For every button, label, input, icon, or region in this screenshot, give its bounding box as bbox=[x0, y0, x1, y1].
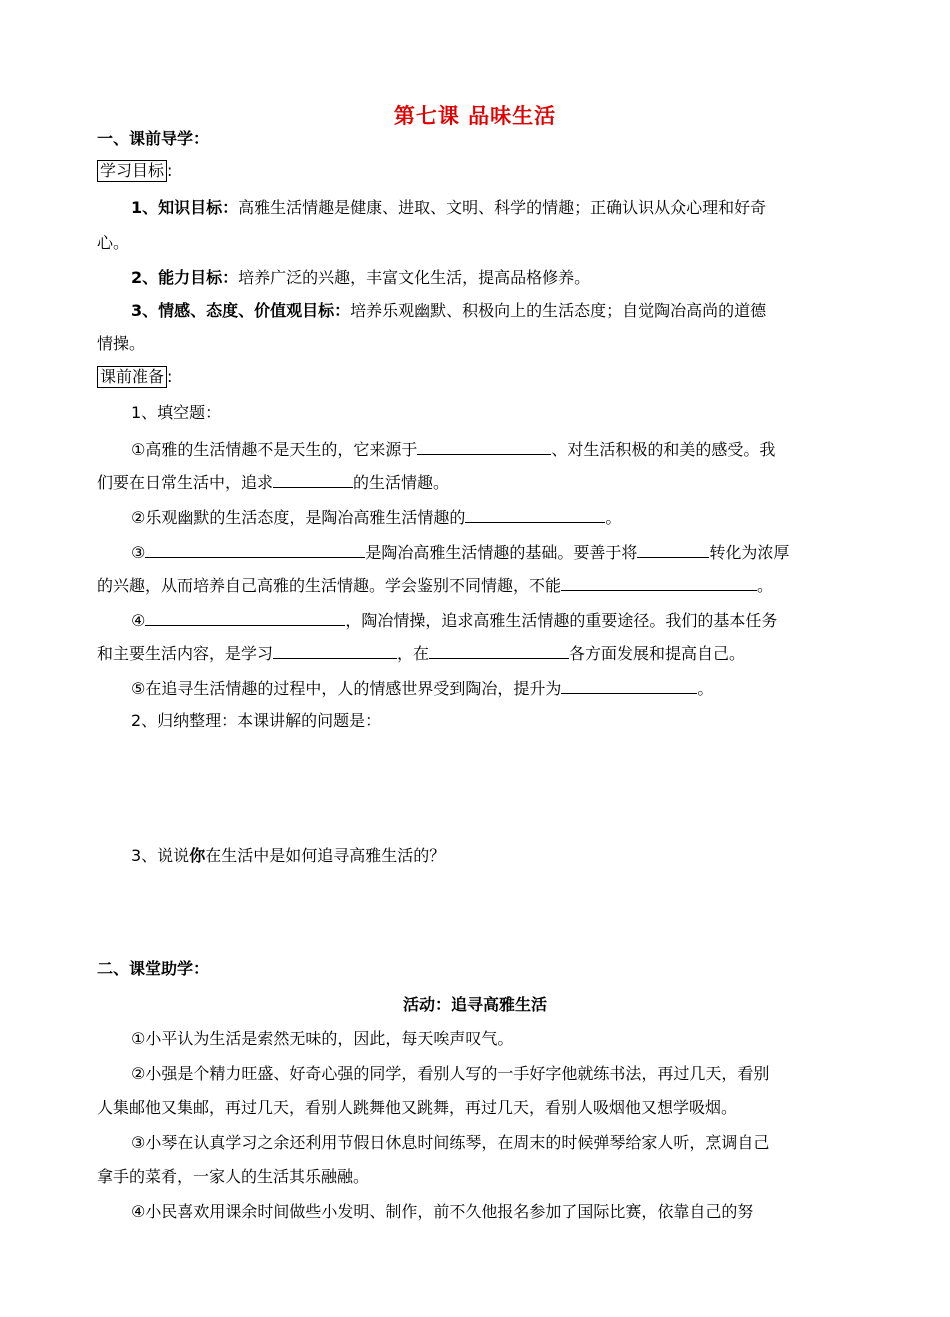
goal-3-cont: 情操。 bbox=[97, 334, 146, 353]
answer-blank[interactable] bbox=[273, 641, 397, 659]
goal-2: 2、能力目标：培养广泛的兴趣，丰富文化生活，提高品格修养。 bbox=[131, 268, 591, 287]
answer-blank[interactable] bbox=[429, 641, 569, 659]
question-2: ②乐观幽默的生活态度，是陶冶高雅生活情趣的 。 bbox=[131, 505, 857, 529]
prep-label: 课前准备 bbox=[97, 366, 167, 388]
goal-3: 3、情感、态度、价值观目标：培养乐观幽默、积极向上的生活态度；自觉陶冶高尚的道德 bbox=[131, 301, 767, 320]
question-1-line-1: ①高雅的生活情趣不是天生的，它来源于 、对生活积极的和美的感受。我 bbox=[131, 437, 857, 461]
answer-blank[interactable] bbox=[465, 505, 605, 523]
prep-label-row: 课前准备 : bbox=[97, 366, 857, 388]
case-1: ①小平认为生活是索然无味的，因此，每天唉声叹气。 bbox=[131, 1029, 514, 1048]
goals-colon: : bbox=[167, 161, 173, 180]
goals-label: 学习目标 bbox=[97, 160, 167, 182]
case-3-line-1: ③小琴在认真学习之余还利用节假日休息时间练琴，在周末的时候弹琴给家人听，烹调自己 bbox=[131, 1133, 770, 1152]
section1-heading: 一、课前导学： bbox=[97, 129, 210, 148]
fill-heading: 1、填空题： bbox=[131, 403, 222, 422]
answer-blank[interactable] bbox=[561, 573, 757, 591]
discussion-question: 3、说说你在生活中是如何追寻高雅生活的？ bbox=[131, 846, 446, 865]
lesson-title: 第七课 品味生活 bbox=[393, 104, 557, 128]
case-4-line-1: ④小民喜欢用课余时间做些小发明、制作，前不久他报名参加了国际比赛，依靠自己的努 bbox=[131, 1202, 754, 1221]
goal-1: 1、知识目标：高雅生活情趣是健康、进取、文明、科学的情趣；正确认识从众心理和好奇 bbox=[131, 198, 767, 217]
activity-title: 活动：追寻高雅生活 bbox=[402, 995, 547, 1014]
summary-question: 2、归纳整理：本课讲解的问题是： bbox=[131, 711, 382, 730]
section2-heading: 二、课堂助学： bbox=[97, 959, 210, 978]
answer-blank[interactable] bbox=[273, 470, 353, 488]
case-2-line-1: ②小强是个精力旺盛、好奇心强的同学，看别人写的一手好字他就练书法，再过几天，看别 bbox=[131, 1064, 770, 1083]
case-2-line-2: 人集邮他又集邮，再过几天，看别人跳舞他又跳舞，再过几天，看别人吸烟他又想学吸烟。 bbox=[97, 1098, 738, 1117]
question-4-line-1: ④ ，陶冶情操，追求高雅生活情趣的重要途径。我们的基本任务 bbox=[131, 608, 857, 632]
answer-blank[interactable] bbox=[145, 540, 365, 558]
answer-blank[interactable] bbox=[145, 608, 345, 626]
goal-1-cont: 心。 bbox=[97, 233, 130, 252]
question-1-line-2: 们要在日常生活中，追求 的生活情趣。 bbox=[97, 470, 857, 494]
question-3-line-1: ③ 是陶冶高雅生活情趣的基础。要善于将 转化为浓厚 bbox=[131, 540, 857, 564]
goals-label-row bbox=[97, 160, 857, 182]
question-4-line-2: 和主要生活内容，是学习 ，在 各方面发展和提高自己。 bbox=[97, 641, 857, 665]
answer-blank[interactable] bbox=[561, 676, 697, 694]
answer-blank[interactable] bbox=[637, 540, 709, 558]
answer-blank[interactable] bbox=[417, 437, 551, 455]
case-3-line-2: 拿手的菜肴，一家人的生活其乐融融。 bbox=[97, 1167, 370, 1186]
question-3-line-2: 的兴趣，从而培养自己高雅的生活情趣。学会鉴别不同情趣，不能 。 bbox=[97, 573, 857, 597]
question-5: ⑤在追寻生活情趣的过程中，人的情感世界受到陶冶，提升为 。 bbox=[131, 676, 857, 700]
